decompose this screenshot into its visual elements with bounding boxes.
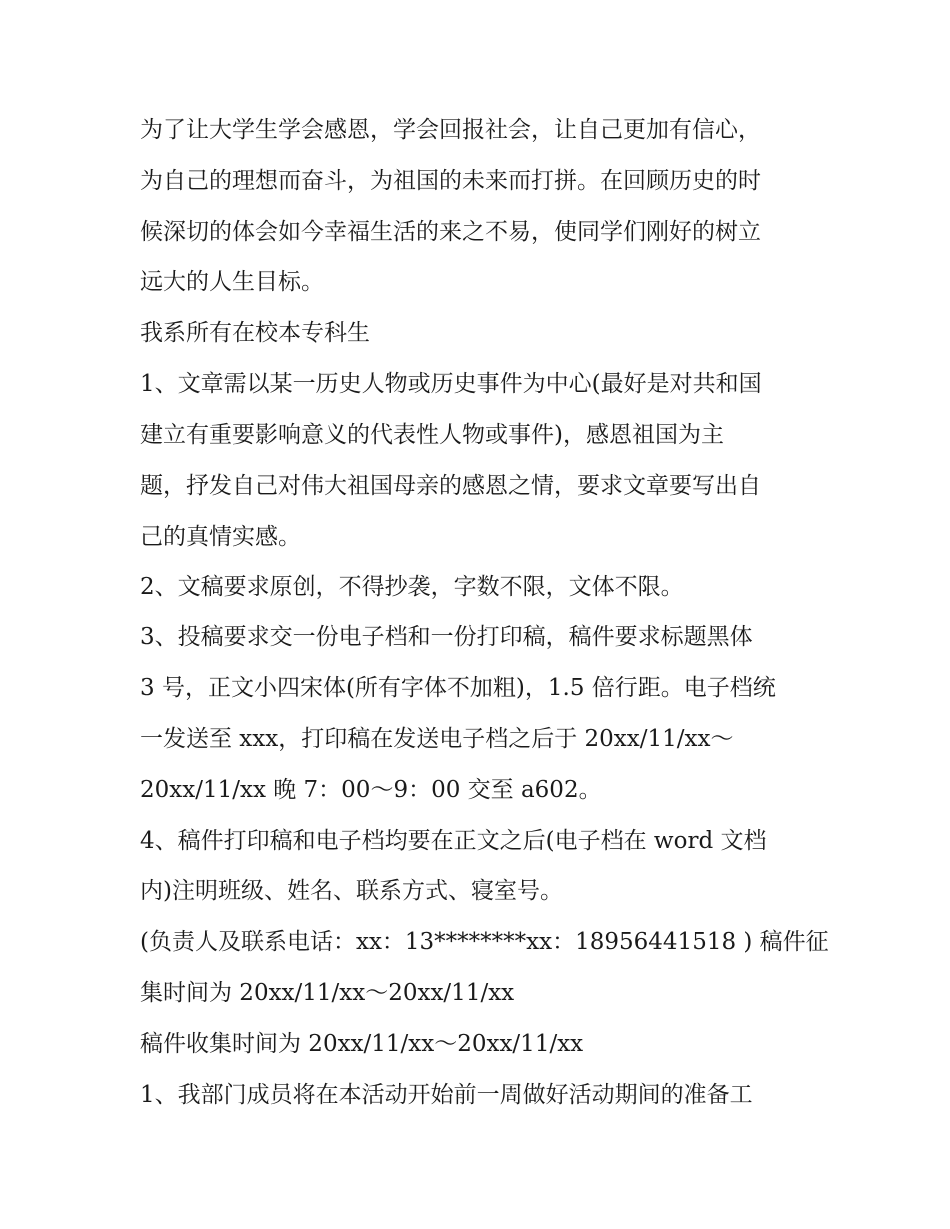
text-line: 为自己的理想而奋斗，为祖国的未来而打拼。在回顾历史的时 [140,168,761,194]
text-line: (负责人及联系电话：xx：13********xx：18956441518 ) 稿件征 [140,929,829,955]
text-line: 3、投稿要求交一份电子档和一份打印稿，稿件要求标题黑体 [140,624,753,650]
text-line: 我系所有在校本专科生 [140,320,370,346]
text-line: 内)注明班级、姓名、联系方式、寝室号。 [140,878,563,904]
text-line: 一发送至 xxx，打印稿在发送电子档之后于 20xx/11/xx～ [140,726,734,752]
text-line: 集时间为 20xx/11/xx～20xx/11/xx [140,980,515,1006]
text-line: 4、稿件打印稿和电子档均要在正文之后(电子档在 word 文档 [140,828,767,854]
text-line: 3 号，正文小四宋体(所有字体不加粗)，1.5 倍行距。电子档统 [140,675,776,701]
text-line: 1、我部门成员将在本活动开始前一周做好活动期间的准备工 [140,1082,753,1108]
text-line: 2、文稿要求原创，不得抄袭，字数不限，文体不限。 [140,574,684,600]
text-line: 建立有重要影响意义的代表性人物或事件)，感恩祖国为主 [140,422,724,448]
text-line: 候深切的体会如今幸福生活的来之不易，使同学们刚好的树立 [140,219,761,245]
text-line: 远大的人生目标。 [140,269,324,295]
text-line: 己的真情实感。 [140,524,301,550]
text-line: 题，抒发自己对伟大祖国母亲的感恩之情，要求文章要写出自 [140,473,761,499]
text-line: 1、文章需以某一历史人物或历史事件为中心(最好是对共和国 [140,371,762,397]
text-line: 稿件收集时间为 20xx/11/xx～20xx/11/xx [140,1031,584,1057]
text-line: 20xx/11/xx 晚 7：00～9：00 交至 a602。 [140,777,602,803]
text-line: 为了让大学生学会感恩，学会回报社会，让自己更加有信心， [140,117,761,143]
